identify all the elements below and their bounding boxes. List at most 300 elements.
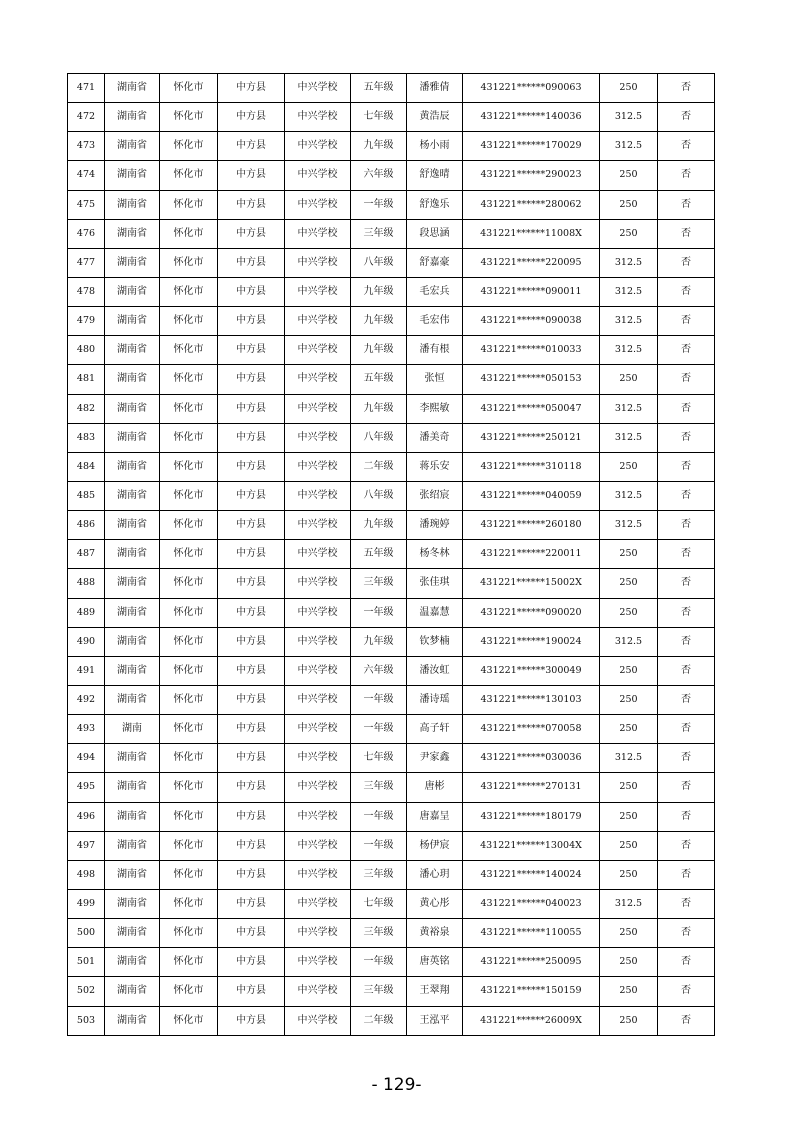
table-row [68,919,715,948]
cell-city: 怀化市 [160,365,218,394]
cell-id-number: 431221******030036 [463,744,600,773]
cell-county: 中方县 [218,423,285,452]
cell-province: 湖南省 [105,336,160,365]
cell-province: 湖南省 [105,452,160,481]
cell-county: 中方县 [218,452,285,481]
cell-index: 482 [68,394,105,423]
cell-amount: 312.5 [600,627,658,656]
cell-city: 怀化市 [160,598,218,627]
cell-school: 中兴学校 [285,219,351,248]
cell-city: 怀化市 [160,860,218,889]
table-row [68,1006,715,1035]
cell-id-number: 431221******050153 [463,365,600,394]
cell-flag: 否 [658,307,715,336]
cell-grade: 五年级 [351,365,407,394]
cell-grade: 七年级 [351,744,407,773]
cell-flag: 否 [658,744,715,773]
cell-name: 潘诗瑶 [407,685,463,714]
cell-index: 499 [68,889,105,918]
cell-flag: 否 [658,161,715,190]
cell-name: 张绍宸 [407,481,463,510]
cell-school: 中兴学校 [285,481,351,510]
cell-name: 潘有根 [407,336,463,365]
cell-province: 湖南省 [105,74,160,103]
cell-city: 怀化市 [160,540,218,569]
cell-city: 怀化市 [160,569,218,598]
cell-index: 484 [68,452,105,481]
cell-flag: 否 [658,394,715,423]
cell-id-number: 431221******190024 [463,627,600,656]
table-row [68,831,715,860]
cell-amount: 312.5 [600,481,658,510]
record-table [67,73,715,1036]
cell-county: 中方县 [218,715,285,744]
cell-city: 怀化市 [160,919,218,948]
page-number: - 129- [371,1075,422,1095]
cell-flag: 否 [658,365,715,394]
cell-province: 湖南省 [105,365,160,394]
cell-school: 中兴学校 [285,277,351,306]
cell-id-number: 431221******150159 [463,977,600,1006]
cell-school: 中兴学校 [285,336,351,365]
cell-index: 498 [68,860,105,889]
cell-school: 中兴学校 [285,715,351,744]
cell-city: 怀化市 [160,423,218,452]
cell-name: 舒逸晴 [407,161,463,190]
cell-city: 怀化市 [160,977,218,1006]
cell-id-number: 431221******040059 [463,481,600,510]
cell-school: 中兴学校 [285,685,351,714]
cell-id-number: 431221******270131 [463,773,600,802]
cell-id-number: 431221******090020 [463,598,600,627]
table-row [68,860,715,889]
cell-amount: 250 [600,919,658,948]
cell-city: 怀化市 [160,627,218,656]
table-row [68,423,715,452]
cell-province: 湖南省 [105,744,160,773]
cell-grade: 三年级 [351,773,407,802]
cell-county: 中方县 [218,365,285,394]
cell-school: 中兴学校 [285,773,351,802]
table-row [68,161,715,190]
cell-index: 491 [68,656,105,685]
table-row [68,452,715,481]
cell-grade: 九年级 [351,394,407,423]
table-row [68,656,715,685]
cell-county: 中方县 [218,336,285,365]
cell-id-number: 431221******140024 [463,860,600,889]
table-row [68,277,715,306]
cell-province: 湖南省 [105,277,160,306]
cell-city: 怀化市 [160,190,218,219]
cell-id-number: 431221******070058 [463,715,600,744]
cell-amount: 250 [600,831,658,860]
cell-id-number: 431221******090038 [463,307,600,336]
cell-county: 中方县 [218,103,285,132]
cell-city: 怀化市 [160,831,218,860]
cell-amount: 250 [600,598,658,627]
cell-grade: 九年级 [351,277,407,306]
cell-index: 496 [68,802,105,831]
cell-county: 中方县 [218,802,285,831]
cell-name: 毛宏兵 [407,277,463,306]
cell-amount: 312.5 [600,132,658,161]
cell-grade: 三年级 [351,977,407,1006]
table-row [68,103,715,132]
table-row [68,190,715,219]
table-row [68,744,715,773]
cell-grade: 六年级 [351,161,407,190]
cell-amount: 312.5 [600,889,658,918]
cell-name: 潘琬婷 [407,511,463,540]
table-row [68,540,715,569]
cell-grade: 六年级 [351,656,407,685]
cell-id-number: 431221******250095 [463,948,600,977]
table-row [68,569,715,598]
cell-flag: 否 [658,977,715,1006]
cell-province: 湖南省 [105,569,160,598]
cell-city: 怀化市 [160,511,218,540]
cell-city: 怀化市 [160,161,218,190]
cell-id-number: 431221******090063 [463,74,600,103]
cell-grade: 三年级 [351,219,407,248]
cell-name: 唐彬 [407,773,463,802]
cell-amount: 250 [600,802,658,831]
cell-county: 中方县 [218,394,285,423]
cell-flag: 否 [658,277,715,306]
cell-name: 李熙敏 [407,394,463,423]
cell-index: 488 [68,569,105,598]
table-row [68,977,715,1006]
cell-county: 中方县 [218,307,285,336]
cell-grade: 八年级 [351,423,407,452]
cell-flag: 否 [658,1006,715,1035]
cell-name: 舒逸乐 [407,190,463,219]
cell-flag: 否 [658,336,715,365]
cell-grade: 八年级 [351,481,407,510]
cell-name: 潘美奇 [407,423,463,452]
cell-index: 478 [68,277,105,306]
cell-id-number: 431221******050047 [463,394,600,423]
cell-city: 怀化市 [160,802,218,831]
cell-province: 湖南省 [105,948,160,977]
table-row [68,307,715,336]
cell-name: 唐嘉呈 [407,802,463,831]
cell-name: 黄心彤 [407,889,463,918]
cell-school: 中兴学校 [285,802,351,831]
cell-county: 中方县 [218,161,285,190]
cell-id-number: 431221******040023 [463,889,600,918]
cell-amount: 250 [600,452,658,481]
cell-county: 中方县 [218,598,285,627]
cell-flag: 否 [658,802,715,831]
cell-amount: 250 [600,219,658,248]
cell-province: 湖南省 [105,977,160,1006]
cell-county: 中方县 [218,773,285,802]
cell-index: 483 [68,423,105,452]
cell-name: 潘汝虹 [407,656,463,685]
cell-flag: 否 [658,219,715,248]
cell-amount: 250 [600,656,658,685]
cell-index: 492 [68,685,105,714]
cell-city: 怀化市 [160,685,218,714]
cell-province: 湖南省 [105,773,160,802]
cell-county: 中方县 [218,889,285,918]
cell-grade: 一年级 [351,715,407,744]
cell-index: 486 [68,511,105,540]
cell-index: 474 [68,161,105,190]
cell-id-number: 431221******130103 [463,685,600,714]
cell-province: 湖南省 [105,598,160,627]
cell-index: 479 [68,307,105,336]
cell-city: 怀化市 [160,889,218,918]
cell-index: 473 [68,132,105,161]
cell-flag: 否 [658,656,715,685]
cell-county: 中方县 [218,627,285,656]
cell-flag: 否 [658,540,715,569]
cell-amount: 312.5 [600,744,658,773]
cell-name: 张佳琪 [407,569,463,598]
cell-school: 中兴学校 [285,540,351,569]
cell-county: 中方县 [218,744,285,773]
cell-grade: 一年级 [351,948,407,977]
cell-school: 中兴学校 [285,511,351,540]
cell-province: 湖南省 [105,919,160,948]
cell-flag: 否 [658,598,715,627]
cell-school: 中兴学校 [285,248,351,277]
cell-county: 中方县 [218,948,285,977]
cell-name: 张恒 [407,365,463,394]
cell-province: 湖南省 [105,103,160,132]
cell-flag: 否 [658,132,715,161]
cell-school: 中兴学校 [285,365,351,394]
cell-city: 怀化市 [160,394,218,423]
cell-flag: 否 [658,889,715,918]
cell-grade: 二年级 [351,452,407,481]
table-row [68,598,715,627]
cell-city: 怀化市 [160,277,218,306]
cell-index: 476 [68,219,105,248]
cell-county: 中方县 [218,219,285,248]
cell-province: 湖南省 [105,161,160,190]
cell-school: 中兴学校 [285,889,351,918]
cell-county: 中方县 [218,919,285,948]
cell-name: 尹家鑫 [407,744,463,773]
cell-grade: 一年级 [351,598,407,627]
cell-province: 湖南省 [105,132,160,161]
cell-grade: 三年级 [351,860,407,889]
cell-city: 怀化市 [160,452,218,481]
cell-index: 485 [68,481,105,510]
cell-province: 湖南 [105,715,160,744]
cell-grade: 五年级 [351,540,407,569]
cell-flag: 否 [658,423,715,452]
cell-school: 中兴学校 [285,1006,351,1035]
cell-school: 中兴学校 [285,860,351,889]
cell-school: 中兴学校 [285,948,351,977]
cell-grade: 八年级 [351,248,407,277]
cell-school: 中兴学校 [285,103,351,132]
cell-id-number: 431221******170029 [463,132,600,161]
cell-index: 503 [68,1006,105,1035]
cell-county: 中方县 [218,569,285,598]
cell-grade: 二年级 [351,1006,407,1035]
cell-school: 中兴学校 [285,656,351,685]
cell-amount: 250 [600,977,658,1006]
cell-flag: 否 [658,773,715,802]
table-row [68,219,715,248]
cell-flag: 否 [658,860,715,889]
table-row [68,336,715,365]
cell-grade: 一年级 [351,685,407,714]
cell-city: 怀化市 [160,481,218,510]
cell-city: 怀化市 [160,219,218,248]
cell-county: 中方县 [218,190,285,219]
cell-province: 湖南省 [105,481,160,510]
cell-grade: 九年级 [351,627,407,656]
cell-county: 中方县 [218,277,285,306]
cell-school: 中兴学校 [285,423,351,452]
cell-province: 湖南省 [105,1006,160,1035]
cell-school: 中兴学校 [285,132,351,161]
cell-index: 472 [68,103,105,132]
cell-index: 497 [68,831,105,860]
table-body [68,74,715,1036]
cell-flag: 否 [658,627,715,656]
cell-school: 中兴学校 [285,452,351,481]
cell-province: 湖南省 [105,511,160,540]
cell-id-number: 431221******180179 [463,802,600,831]
cell-grade: 九年级 [351,336,407,365]
cell-flag: 否 [658,248,715,277]
cell-id-number: 431221******260180 [463,511,600,540]
cell-index: 475 [68,190,105,219]
cell-amount: 312.5 [600,423,658,452]
cell-amount: 250 [600,715,658,744]
cell-index: 489 [68,598,105,627]
cell-school: 中兴学校 [285,627,351,656]
cell-index: 487 [68,540,105,569]
cell-school: 中兴学校 [285,394,351,423]
cell-grade: 九年级 [351,132,407,161]
cell-city: 怀化市 [160,248,218,277]
cell-school: 中兴学校 [285,307,351,336]
cell-amount: 250 [600,948,658,977]
cell-school: 中兴学校 [285,190,351,219]
cell-grade: 九年级 [351,511,407,540]
cell-province: 湖南省 [105,219,160,248]
cell-flag: 否 [658,831,715,860]
cell-province: 湖南省 [105,831,160,860]
cell-name: 黄裕泉 [407,919,463,948]
cell-name: 杨伊宸 [407,831,463,860]
cell-province: 湖南省 [105,627,160,656]
cell-amount: 250 [600,190,658,219]
cell-name: 蒋乐安 [407,452,463,481]
cell-index: 494 [68,744,105,773]
table-row [68,773,715,802]
cell-id-number: 431221******26009X [463,1006,600,1035]
cell-id-number: 431221******11008X [463,219,600,248]
cell-province: 湖南省 [105,423,160,452]
cell-county: 中方县 [218,860,285,889]
cell-name: 黄浩辰 [407,103,463,132]
cell-index: 481 [68,365,105,394]
cell-id-number: 431221******13004X [463,831,600,860]
cell-amount: 312.5 [600,336,658,365]
cell-grade: 一年级 [351,831,407,860]
cell-name: 唐英铭 [407,948,463,977]
cell-city: 怀化市 [160,103,218,132]
cell-county: 中方县 [218,831,285,860]
table-row [68,948,715,977]
cell-amount: 250 [600,74,658,103]
cell-amount: 312.5 [600,511,658,540]
table-row [68,248,715,277]
cell-amount: 250 [600,773,658,802]
cell-flag: 否 [658,103,715,132]
cell-province: 湖南省 [105,190,160,219]
cell-grade: 三年级 [351,919,407,948]
cell-id-number: 431221******220011 [463,540,600,569]
cell-index: 495 [68,773,105,802]
cell-city: 怀化市 [160,773,218,802]
cell-flag: 否 [658,511,715,540]
cell-flag: 否 [658,74,715,103]
cell-county: 中方县 [218,656,285,685]
cell-amount: 312.5 [600,307,658,336]
cell-school: 中兴学校 [285,744,351,773]
table-row [68,685,715,714]
cell-grade: 三年级 [351,569,407,598]
cell-name: 毛宏伟 [407,307,463,336]
cell-name: 王泓平 [407,1006,463,1035]
cell-name: 舒嘉豪 [407,248,463,277]
cell-grade: 五年级 [351,74,407,103]
cell-id-number: 431221******140036 [463,103,600,132]
cell-county: 中方县 [218,977,285,1006]
cell-grade: 一年级 [351,190,407,219]
cell-city: 怀化市 [160,948,218,977]
cell-id-number: 431221******090011 [463,277,600,306]
cell-flag: 否 [658,715,715,744]
cell-amount: 312.5 [600,394,658,423]
cell-county: 中方县 [218,511,285,540]
cell-city: 怀化市 [160,132,218,161]
cell-flag: 否 [658,481,715,510]
cell-index: 480 [68,336,105,365]
cell-id-number: 431221******010033 [463,336,600,365]
cell-city: 怀化市 [160,715,218,744]
cell-flag: 否 [658,919,715,948]
cell-county: 中方县 [218,1006,285,1035]
table-row [68,132,715,161]
cell-city: 怀化市 [160,307,218,336]
cell-province: 湖南省 [105,889,160,918]
cell-city: 怀化市 [160,74,218,103]
cell-index: 493 [68,715,105,744]
cell-amount: 312.5 [600,277,658,306]
cell-province: 湖南省 [105,656,160,685]
cell-province: 湖南省 [105,802,160,831]
cell-index: 501 [68,948,105,977]
cell-name: 潘心玥 [407,860,463,889]
cell-index: 500 [68,919,105,948]
cell-index: 490 [68,627,105,656]
cell-province: 湖南省 [105,248,160,277]
table-row [68,74,715,103]
cell-name: 钦梦楠 [407,627,463,656]
